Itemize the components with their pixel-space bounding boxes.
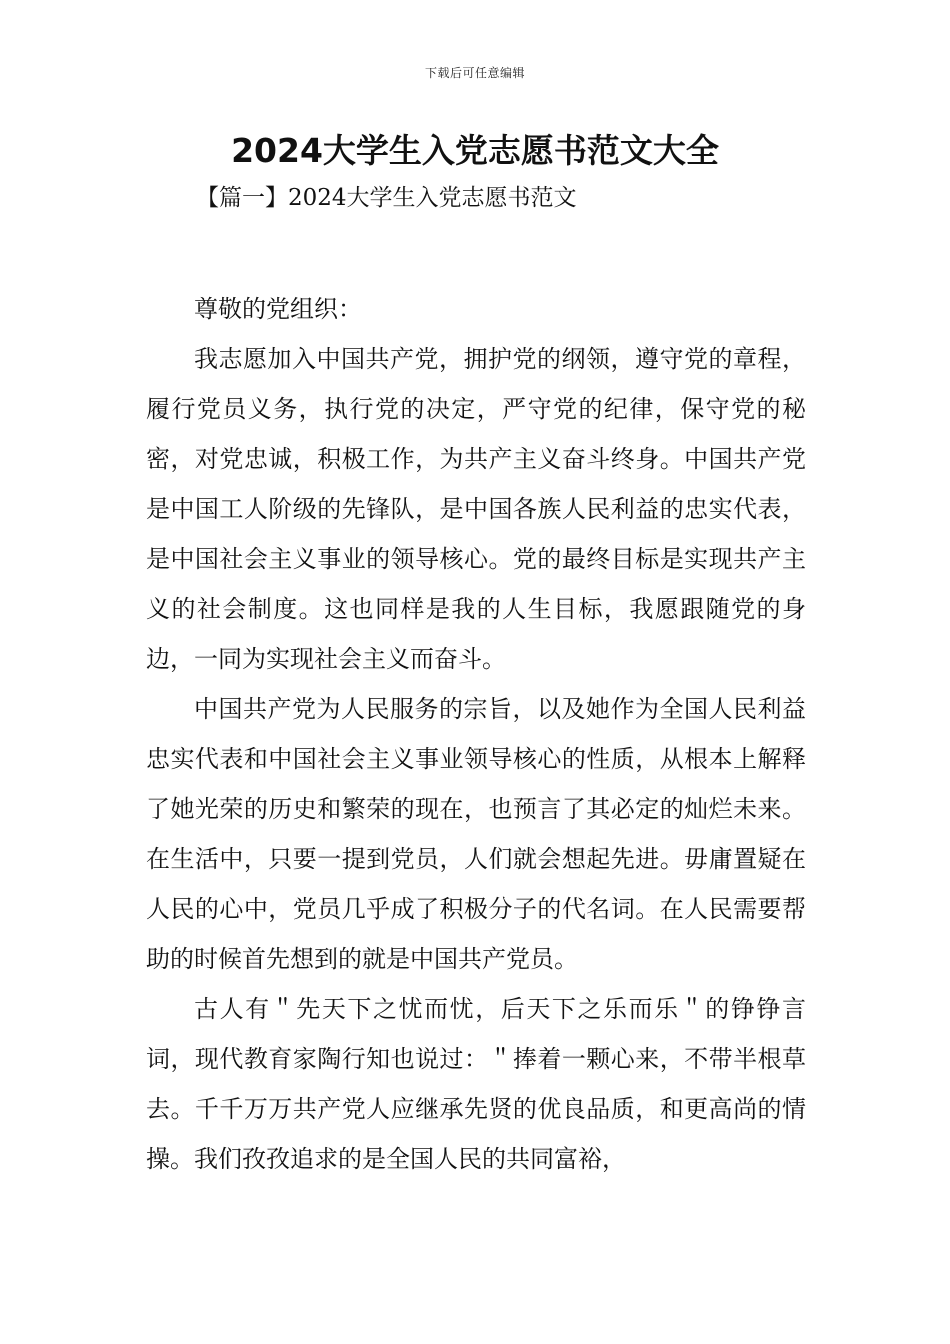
salutation: 尊敬的党组织： [194,295,362,323]
header-note: 下载后可任意编辑 [424,66,525,80]
document-body [146,284,806,1184]
body-paragraph: 古人有＂先天下之忧而忧，后天下之乐而乐＂的铮铮言词，现代教育家陶行知也说过：＂捧着一颗心来，不带半根草去。千千万万共产党人应继承先贤的优良品质，和更高尚的情操。我们孜孜追求的是全国人民的共同富裕， [146,995,806,1173]
document-title: 2024大学生入党志愿书范文大全 [231,131,719,170]
section-heading: 【篇一】2024大学生入党志愿书范文 [196,185,577,211]
body-paragraph: 我志愿加入中国共产党，拥护党的纲领，遵守党的章程，履行党员义务，执行党的决定，严守党的纪律，保守党的秘密，对党忠诚，积极工作，为共产主义奋斗终身。中国共产党是中国工人阶级的先锋队，是中国各族人民利益的忠实代表，是中国社会主义事业的领导核心。党的最终目标是实现共产主义的社会制度。这也同样是我的人生目标，我愿跟随党的身边，一同为实现社会主义而奋斗。 [146,345,806,673]
body-paragraph: 中国共产党为人民服务的宗旨，以及她作为全国人民利益忠实代表和中国社会主义事业领导核心的性质，从根本上解释了她光荣的历史和繁荣的现在，也预言了其必定的灿烂未来。在生活中，只要一提到党员，人们就会想起先进。毋庸置疑在人民的心中，党员几乎成了积极分子的代名词。在人民需要帮助的时候首先想到的就是中国共产党员。 [146,695,806,973]
